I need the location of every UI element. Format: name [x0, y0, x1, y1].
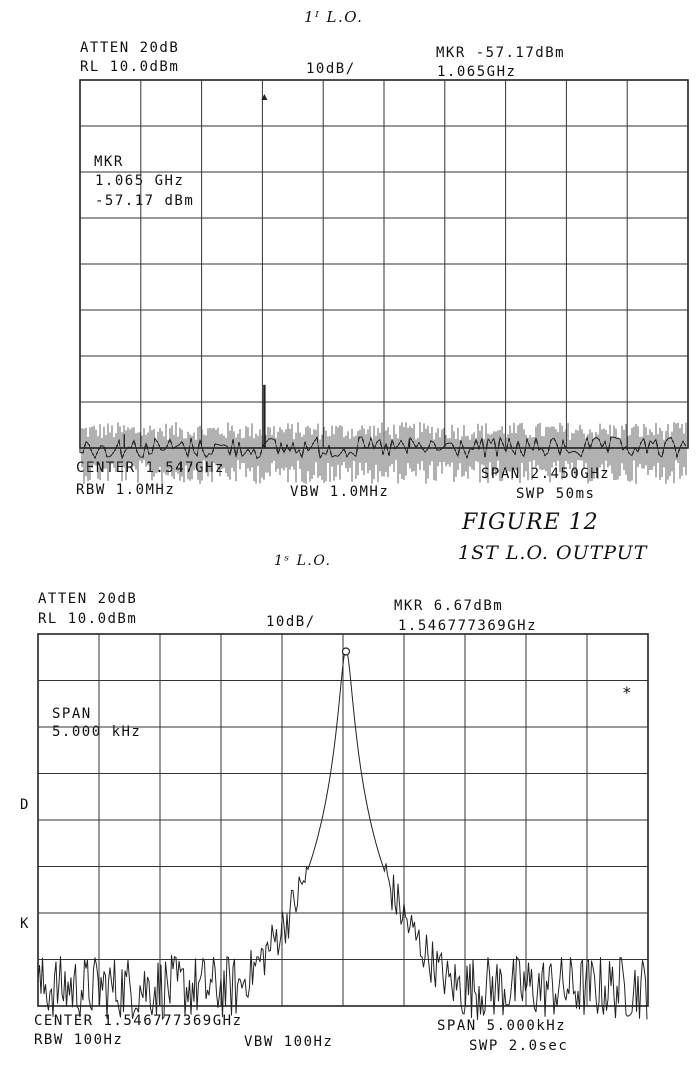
top-marker-readout: MKR -57.17dBm — [436, 45, 566, 61]
bottom-atten-label: ATTEN 20dB — [38, 591, 138, 607]
figure-subcaption: 1ST L.O. OUTPUT — [458, 542, 648, 564]
bottom-side-label-k: K — [20, 916, 30, 932]
top-marker-box-line-2: 1.065 GHz — [95, 173, 185, 189]
top-marker-box-line-3: -57.17 dBm — [95, 193, 195, 209]
top-vbw-label: VBW 1.0MHz — [290, 484, 390, 500]
bottom-marker-freq-readout: 1.546777369GHz — [398, 618, 538, 634]
top-scale-label: 10dB/ — [306, 61, 356, 77]
bottom-handwritten-note: 1ˢ L.O. — [274, 553, 332, 569]
bottom-star-mark: * — [622, 683, 634, 702]
bottom-marker-indicator — [343, 648, 350, 655]
bottom-span-box-line-2: 5.000 kHz — [52, 724, 142, 740]
bottom-ref-level-label: RL 10.0dBm — [38, 611, 138, 627]
bottom-scale-label: 10dB/ — [266, 614, 316, 630]
top-spectrum-plot — [80, 80, 688, 484]
bottom-marker-readout: MKR 6.67dBm — [394, 598, 504, 614]
top-marker-box-line-1: MKR — [94, 154, 124, 170]
bottom-center-label: CENTER 1.546777369GHz — [34, 1013, 243, 1029]
bottom-span-label: SPAN 5.000kHz — [437, 1018, 567, 1034]
top-marker-freq-readout: 1.065GHz — [437, 64, 517, 80]
top-sweep-label: SWP 50ms — [516, 486, 596, 502]
bottom-rbw-label: RBW 100Hz — [34, 1032, 124, 1048]
figure-caption: FIGURE 12 — [462, 510, 599, 535]
top-atten-label: ATTEN 20dB — [80, 40, 180, 56]
bottom-sweep-label: SWP 2.0sec — [469, 1038, 569, 1054]
top-center-label: CENTER 1.547GHz — [76, 460, 225, 476]
top-ref-level-label: RL 10.0dBm — [80, 59, 180, 75]
bottom-spectrum-plot — [38, 634, 648, 1020]
top-span-label: SPAN 2.450GHz — [481, 466, 611, 482]
bottom-vbw-label: VBW 100Hz — [244, 1034, 334, 1050]
top-rbw-label: RBW 1.0MHz — [76, 482, 176, 498]
top-handwritten-note: 1ᴵ L.O. — [304, 8, 364, 26]
bottom-span-box-line-1: SPAN — [52, 706, 92, 722]
bottom-side-label-d: D — [20, 797, 30, 813]
